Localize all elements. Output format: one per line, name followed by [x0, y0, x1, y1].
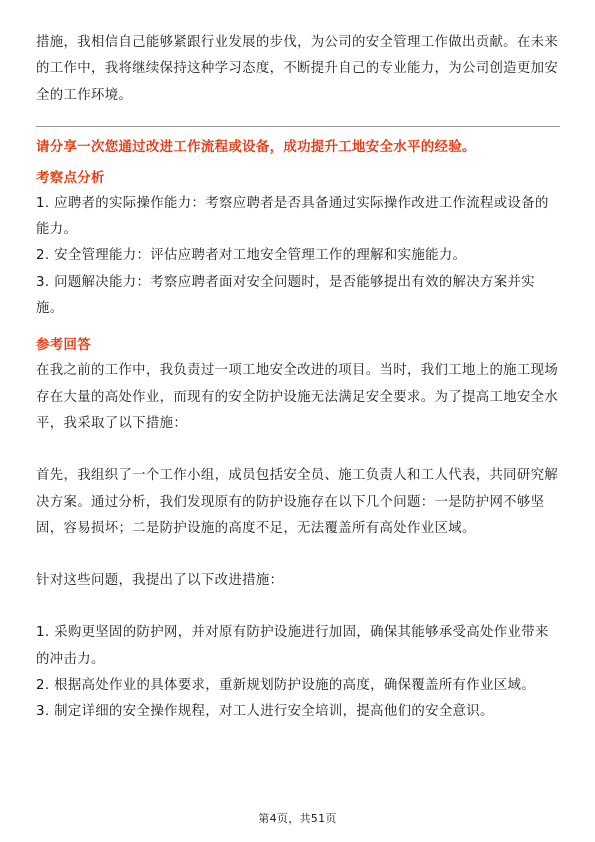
measure-item: 1. 采购更坚固的防护网，并对原有防护设施进行加固，确保其能够承受高处作业带来的冲击力。 — [36, 625, 549, 667]
answer-paragraph: 针对这些问题，我提出了以下改进措施： — [36, 573, 284, 589]
measure-item: 3. 制定详细的安全操作规程，对工人进行安全培训，提高他们的安全意识。 — [36, 704, 494, 720]
answer-paragraph: 首先，我组织了一个工作小组，成员包括安全员、施工负责人和工人代表，共同研究解决方案。通过分析，我们发现原有的防护设施存在以下几个问题：一是防护网不够坚固，容易损坏；二是防护设施的高度不足，无法覆盖所有高处作业区域。 — [36, 468, 559, 536]
answer-heading: 参考回答 — [36, 338, 91, 354]
interview-question: 请分享一次您通过改进工作流程或设备，成功提升工地安全水平的经验。 — [36, 139, 476, 155]
section-divider — [36, 126, 560, 127]
measure-item: 2. 根据高处作业的具体要求，重新规划防护设施的高度，确保覆盖所有作业区域。 — [36, 678, 536, 694]
answer-paragraph: 在我之前的工作中，我负责过一项工地安全改进的项目。当时，我们工地上的施工现场存在大量的高处作业，而现有的安全防护设施无法满足安全要求。为了提高工地安全水平，我采取了以下措施： — [36, 363, 559, 431]
intro-paragraph: 措施，我相信自己能够紧跟行业发展的步伐，为公司的安全管理工作做出贡献。在未来的工作中，我将继续保持这种学习态度，不断提升自己的专业能力，为公司创造更加安全的工作环境。 — [36, 35, 559, 103]
analysis-heading: 考察点分析 — [36, 170, 105, 186]
analysis-item: 3. 问题解决能力：考察应聘者面对安全问题时，是否能够提出有效的解决方案并实施。 — [36, 274, 536, 317]
document-page — [36, 30, 560, 726]
analysis-item: 1. 应聘者的实际操作能力：考察应聘者是否具备通过实际操作改进工作流程或设备的能力。 — [36, 195, 549, 238]
measures-list — [36, 620, 560, 725]
page-number: 第4页，共51页 — [258, 812, 337, 825]
analysis-item: 2. 安全管理能力：评估应聘者对工地安全管理工作的理解和实施能力。 — [36, 248, 467, 264]
analysis-list — [36, 191, 560, 322]
